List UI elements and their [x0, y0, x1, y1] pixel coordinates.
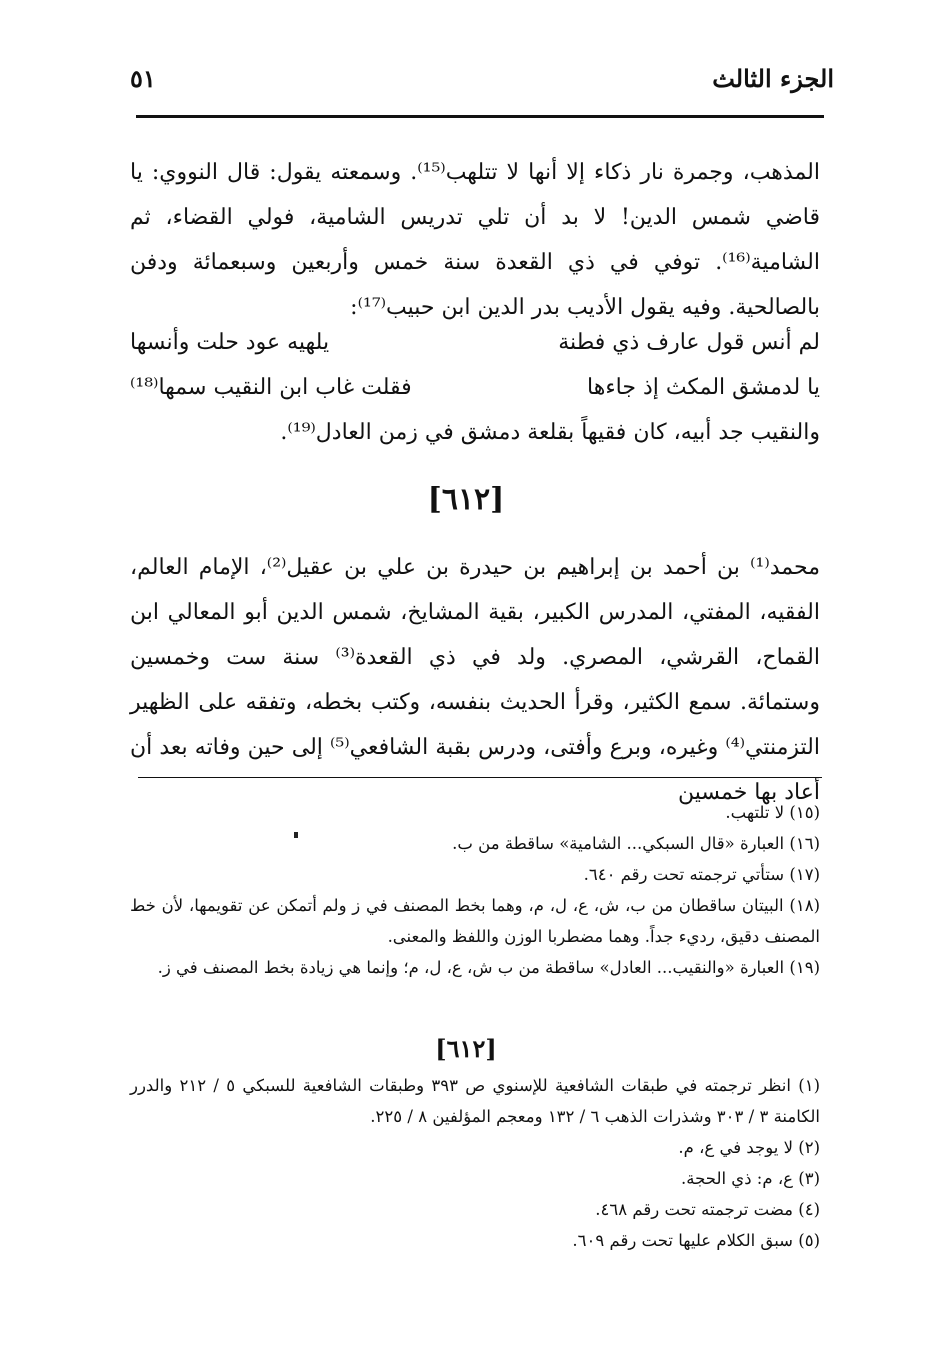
- footnote-item: (١٥) لا تلتهب.: [725, 803, 820, 822]
- body-paragraph-2: والنقيب جد أبيه، كان فقيهاً بقلعة دمشق في زمن العادل⁽¹⁹⁾.: [280, 420, 820, 445]
- running-header-title: الجزء الثالث: [712, 64, 834, 93]
- footnote-separator: [138, 777, 822, 778]
- poem-hemistich: يا لدمشق المكث إذ جاءها: [587, 375, 820, 400]
- footnote-item: (٤) مضت ترجمته تحت رقم ٤٦٨.: [595, 1200, 820, 1219]
- footnote-item: (١٩) العبارة «والنقيب... العادل» ساقطة من ب ش، ع، ل، م؛ وإنما هي زيادة بخط المصنف في ز.: [157, 958, 820, 977]
- poem-verses: [130, 320, 820, 410]
- footnote-item: (٣) ع، م: ذي الحجة.: [681, 1169, 820, 1188]
- footnotes-current-entry: [130, 1070, 820, 1256]
- footnote-item: (١٨) البيتان ساقطان من ب، ش، ع، ل، م، وهما بخط المصنف في ز ولم أتمكن عن تقويمها، لأن خط المصنف دقيق، رديء جداً. وهما مضطربا الوزن واللفظ والمعنى.: [130, 896, 820, 946]
- page-number: ٥١: [130, 64, 156, 93]
- footnote-item: (١٦) العبارة «قال السبكي... الشامية» ساقطة من ب.: [452, 834, 820, 853]
- poem-line-2: [130, 365, 820, 410]
- footnote-item: (٢) لا يوجد في ع، م.: [678, 1138, 820, 1157]
- header-rule: [136, 115, 824, 118]
- entry-number-heading: [٦١٢]: [427, 482, 505, 517]
- footnote-item: (٥) سبق الكلام عليها تحت رقم ٦٠٩.: [572, 1231, 820, 1250]
- body-paragraph-3: محمد⁽¹⁾ بن أحمد بن إبراهيم بن حيدرة بن علي بن عقيل⁽²⁾، الإمام العالم، الفقيه، المفتي، المدرس الكبير، بقية المشايخ، شمس الدين أبو المعالي ابن القماح، القرشي، المصري. ولد في ذي القعدة⁽³⁾ سنة ست وخمسين وستمائة. سمع الكثير، وقرأ الحديث بنفسه، وكتب بخطه، وتفقه على الظهير التزمنتي⁽⁴⁾ وغيره، وبرع وأفتى، ودرس بقبة الشافعي⁽⁵⁾ إلى حين وفاته بعد أن أعاد بها خمسين: [130, 555, 820, 805]
- poem-hemistich: لم أنس قول عارف ذي فطنة: [558, 330, 820, 355]
- poem-hemistich: فقلت غاب ابن النقيب سمها⁽¹⁸⁾: [130, 375, 412, 400]
- footnote-item: (١٧) ستأتي ترجمته تحت رقم ٦٤٠.: [583, 865, 820, 884]
- poem-hemistich: يلهيه عود حلت وأنسها: [130, 330, 330, 355]
- poem-line-1: [130, 320, 820, 365]
- footnotes-previous-entry: [130, 797, 820, 983]
- footnotes-entry-heading: [٦١٢]: [435, 1034, 497, 1063]
- footnote-item: (١) انظر ترجمته في طبقات الشافعية للإسنوي ص ٣٩٣ وطبقات الشافعية للسبكي ٥ / ٢١٢ والدرر الكامنة ٣ / ٣٠٣ وشذرات الذهب ٦ / ١٣٢ ومعجم المؤلفين ٨ / ٢٢٥.: [130, 1076, 820, 1126]
- body-paragraph-1: المذهب، وجمرة نار ذكاء إلا أنها لا تتلهب⁽¹⁵⁾. وسمعته يقول: قال النووي: يا قاضي شمس الدين! لا بد أن تلي تدريس الشامية، فولي القضاء، ثم الشامية⁽¹⁶⁾. توفي في ذي القعدة سنة خمس وأربعين وسبعمائة ودفن بالصالحية. وفيه يقول الأديب بدر الدين ابن حبيب⁽¹⁷⁾:: [130, 160, 820, 320]
